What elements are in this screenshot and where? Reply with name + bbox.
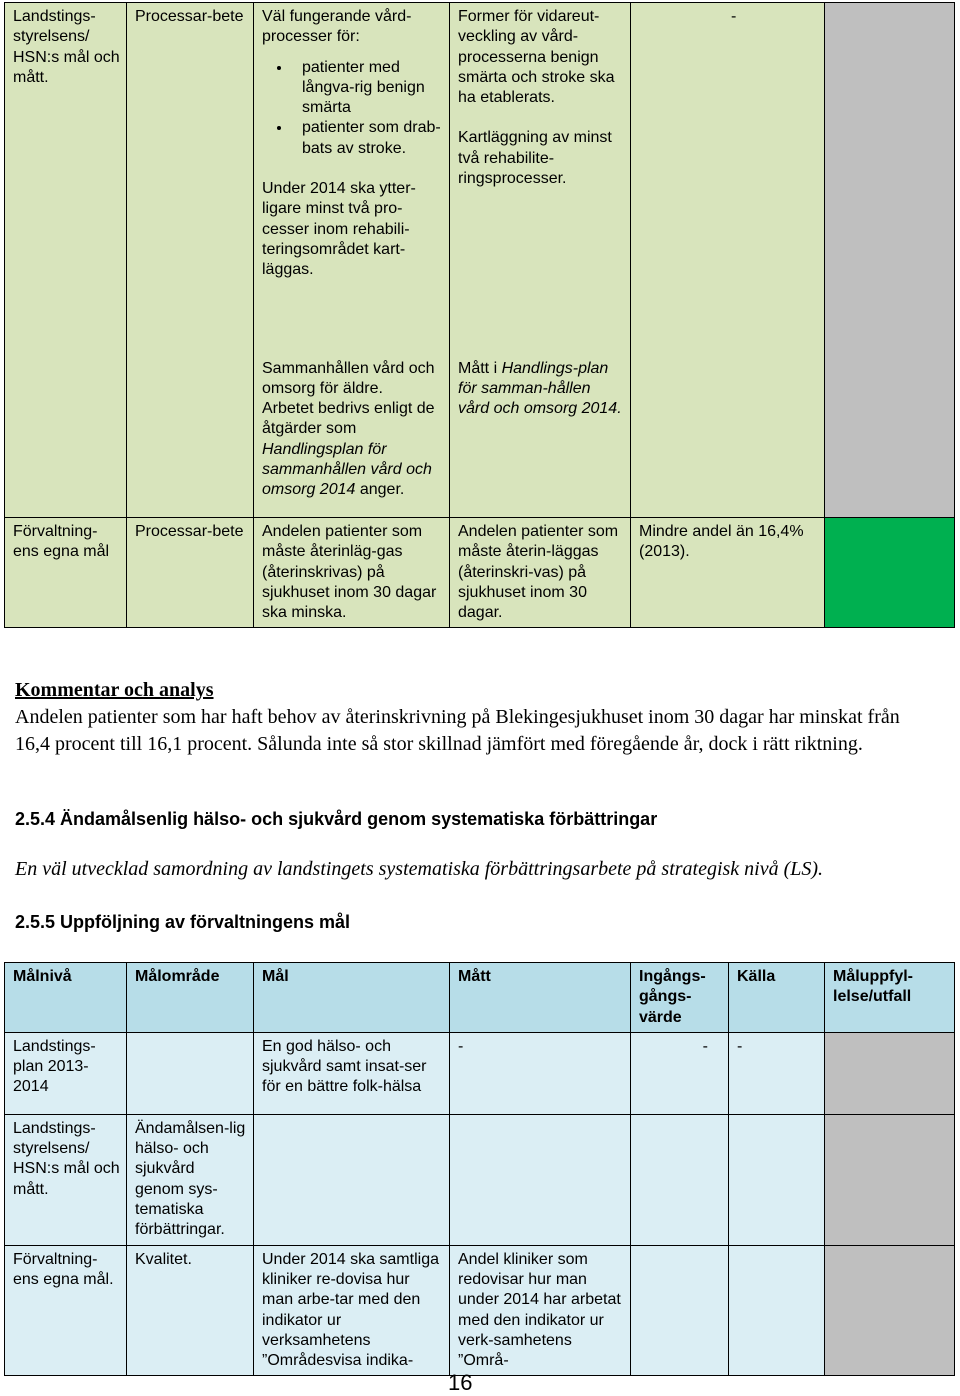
measure-cell: Andelen patienter som måste återin-läggas (återinskri-vas) på sjukhuset inom 30 dagar. [450, 518, 631, 628]
table-header-row [5, 963, 955, 1033]
measure-cell: Former för vidareut-veckling av vård-processerna benign smärta och stroke ska ha etablerats. Kartläggning av minst två rehabilite-ringsprocesser. [450, 3, 631, 355]
outcome-cell [825, 3, 955, 355]
goal-cell: Under 2014 ska samtliga kliniker re-dovisa hur man arbe-tar med den indikator ur verksamhetens ”Områdesvisa indika- [254, 1245, 450, 1376]
goal-area-cell: Ändamålsen-lig hälso- och sjukvård genom sys-tematiska förbättringar. [127, 1114, 254, 1245]
goals-table-bottom [4, 962, 955, 1376]
goal-area-cell: Processar-bete [127, 518, 254, 628]
goal-area-cell: Processar-bete [127, 3, 254, 355]
column-header: Källa [729, 963, 825, 1033]
measure-cell: - [450, 1032, 631, 1114]
goal-level-cell: Landstings-styrelsens/ HSN:s mål och mått. [5, 3, 127, 355]
column-header: Måluppfyl-lelse/utfall [825, 963, 955, 1033]
source-cell: - [729, 1032, 825, 1114]
goal-extra: Under 2014 ska ytter-ligare minst två pro-cesser inom rehabili-teringsområdet kart-läggas. [262, 180, 416, 279]
section-heading: 2.5.4 Ändamålsenlig hälso- och sjukvård genom systematiska förbättringar [15, 809, 658, 829]
strategic-goal: En väl utvecklad samordning av landstingets systematiska förbättringsarbete på strategisk nivå (LS). [15, 858, 824, 880]
outcome-status-green [825, 518, 955, 628]
list-item: • patienter med långva-rig benign smärta [292, 58, 443, 119]
comment-text: Andelen patienter som har haft behov av återinskrivning på Blekingesjukhuset inom 30 dagar har minskat från 16,4 procent till 16,1 procent. Sålunda inte så stor skillnad jämfört med föregående år, dock i rätt riktning. [15, 706, 900, 755]
goal-level-cell: Landstings-plan 2013-2014 [5, 1032, 127, 1114]
goal-area-cell: Kvalitet. [127, 1245, 254, 1376]
outcome-cell [825, 1032, 955, 1114]
goal-level-cell: Landstings-styrelsens/ HSN:s mål och mått. [5, 1114, 127, 1245]
table-row [5, 3, 955, 355]
goal-bullet-list [262, 58, 443, 159]
initial-value-cell: Mindre andel än 16,4% (2013). [631, 518, 825, 628]
goals-table-top [4, 2, 955, 628]
column-header: Målnivå [5, 963, 127, 1033]
goal-cell: Sammanhållen vård och omsorg för äldre. Arbetet bedrivs enligt de åtgärder som Handlingsplan för sammanhållen vård och omsorg 2014 anger. [254, 355, 450, 518]
table-row [5, 1245, 955, 1376]
table-row [5, 518, 955, 628]
comment-title: Kommentar och analys [15, 679, 214, 701]
column-header: Mål [254, 963, 450, 1033]
page-number: 16 [448, 1370, 473, 1395]
list-item: • patienter som drab-bats av stroke. [292, 118, 443, 159]
initial-value-cell: - [631, 3, 825, 355]
column-header: Mått [450, 963, 631, 1033]
section-heading: 2.5.5 Uppföljning av förvaltningens mål [15, 912, 351, 932]
goal-cell: Andelen patienter som måste återinläg-gas (återinskrivas) på sjukhuset inom 30 dagar ska minska. [254, 518, 450, 628]
initial-value-cell: - [631, 1032, 729, 1114]
goal-cell: En god hälso- och sjukvård samt insat-ser för en bättre folk-hälsa [254, 1032, 450, 1114]
goal-intro: Väl fungerande vård-processer för: [262, 8, 412, 46]
column-header: Målområde [127, 963, 254, 1033]
measure-cell: Andel kliniker som redovisar hur man under 2014 har arbetat med den indikator ur verk-samhetens ”Områ- [450, 1245, 631, 1376]
measure-cell: Mått i Handlings-plan för samman-hållen vård och omsorg 2014. [450, 355, 631, 518]
goal-cell [254, 3, 450, 355]
table-row [5, 1032, 955, 1114]
table-row [5, 355, 955, 518]
comment-section [15, 677, 935, 758]
table-row [5, 1114, 955, 1245]
column-header: Ingångs-gångs-värde [631, 963, 729, 1033]
goal-level-cell: Förvaltning-ens egna mål [5, 518, 127, 628]
goal-level-cell: Förvaltning-ens egna mål. [5, 1245, 127, 1376]
